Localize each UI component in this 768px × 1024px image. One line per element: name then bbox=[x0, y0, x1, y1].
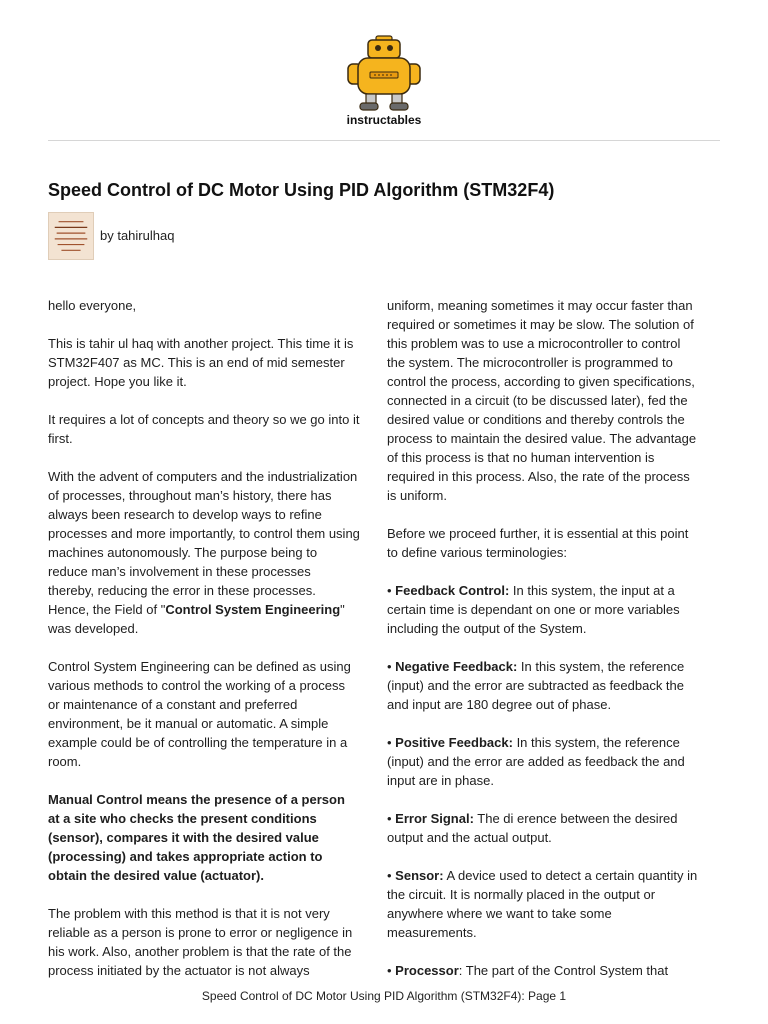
right-column bbox=[387, 296, 699, 999]
bullet: • bbox=[387, 583, 396, 598]
paragraph: It requires a lot of concepts and theory so we go into it first. bbox=[48, 412, 360, 446]
author-byline[interactable]: by tahirulhaq bbox=[100, 228, 175, 243]
paragraph: Control System Engineering can be defined as using various methods to control the working of a process or maintenance of a constant and preferred environment, be it manual or automatic. A simple example could be of controlling the temperature in a room. bbox=[48, 659, 351, 769]
paragraph: uniform, meaning sometimes it may occur faster than required or sometimes it may be slow. The solution of this problem was to use a microcontroller to control the system. The microcontroller is programmed to control the process, according to given specifications, connected in a circuit (to be discussed later), fed the desired value or conditions and thereby controls the process to maintain the desired value. The advantage of this process is that no human intervention is required in this process. Also, the rate of the process is uniform. bbox=[387, 298, 697, 503]
term-label: Processor bbox=[395, 963, 459, 978]
brand-name[interactable]: instructables bbox=[346, 113, 422, 127]
bullet: • bbox=[387, 963, 396, 978]
term-definition: In this system, the reference (input) and the error are added as feedback the and input are in phase. bbox=[387, 735, 685, 788]
term-definition: The di erence between the desired output and the actual output. bbox=[387, 811, 678, 845]
paragraph: The problem with this method is that it is not very reliable as a person is prone to error or negligence in his work. Also, another problem is that the rate of the process initiated by the actuator is not always bbox=[48, 906, 353, 978]
paragraph: Before we proceed further, it is essential at this point to define various terminologies: bbox=[387, 526, 689, 560]
term-label: Positive Feedback: bbox=[395, 735, 513, 750]
header bbox=[0, 0, 768, 141]
article-title: Speed Control of DC Motor Using PID Algorithm (STM32F4) bbox=[48, 180, 555, 200]
bullet: • bbox=[387, 659, 396, 674]
list-item bbox=[387, 657, 699, 714]
list-item bbox=[387, 961, 699, 980]
left-column bbox=[48, 296, 360, 999]
paragraph-text: " was developed. bbox=[48, 602, 345, 636]
page-footer: Speed Control of DC Motor Using PID Algorithm (STM32F4): Page 1 bbox=[201, 989, 567, 1003]
term-label: Error Signal: bbox=[395, 811, 474, 826]
paragraph: hello everyone, bbox=[48, 298, 137, 313]
term-label: Negative Feedback: bbox=[395, 659, 518, 674]
author-avatar[interactable] bbox=[48, 212, 94, 260]
term-definition: A device used to detect a certain quantity in the circuit. It is normally placed in the output or anywhere where we want to take some measurements. bbox=[387, 868, 698, 940]
term-definition: : The part of the Control System that bbox=[458, 963, 669, 978]
list-item bbox=[387, 866, 699, 942]
bullet: • bbox=[387, 735, 396, 750]
term-label: Sensor: bbox=[395, 868, 444, 883]
avatar-image-icon bbox=[49, 213, 93, 259]
header-divider bbox=[48, 140, 720, 141]
list-item bbox=[387, 809, 699, 847]
bold-paragraph: Manual Control means the presence of a person at a site who checks the present conditions (sensor), compares it with the desired value (processing) and takes appropriate action to obtain the desired value (actuator). bbox=[48, 792, 345, 883]
robot-logo-icon[interactable] bbox=[340, 34, 428, 114]
list-item bbox=[387, 581, 699, 638]
term-label: Feedback Control: bbox=[395, 583, 510, 598]
term-definition: In this system, the input at a certain time is dependant on one or more variables including the output of the System. bbox=[387, 583, 680, 636]
bold-term: Control System Engineering bbox=[165, 602, 341, 617]
bullet: • bbox=[387, 811, 396, 826]
term-definition: In this system, the reference (input) and the error are subtracted as feedback the and input are 180 degree out of phase. bbox=[387, 659, 685, 712]
bullet: • bbox=[387, 868, 396, 883]
paragraph-text: With the advent of computers and the industrialization of processes, throughout man’s history, there has always been research to develop ways to refine processes and more importantly, to control them using machines autonomously. The purpose being to reduce man’s involvement in these processes thereby, reducing the error in these processes. Hence, the Field of " bbox=[48, 469, 360, 617]
paragraph: This is tahir ul haq with another project. This time it is STM32F407 as MC. This is an end of mid semester project. Hope you like it. bbox=[48, 336, 354, 389]
list-item bbox=[387, 733, 699, 790]
paragraph bbox=[48, 467, 360, 638]
